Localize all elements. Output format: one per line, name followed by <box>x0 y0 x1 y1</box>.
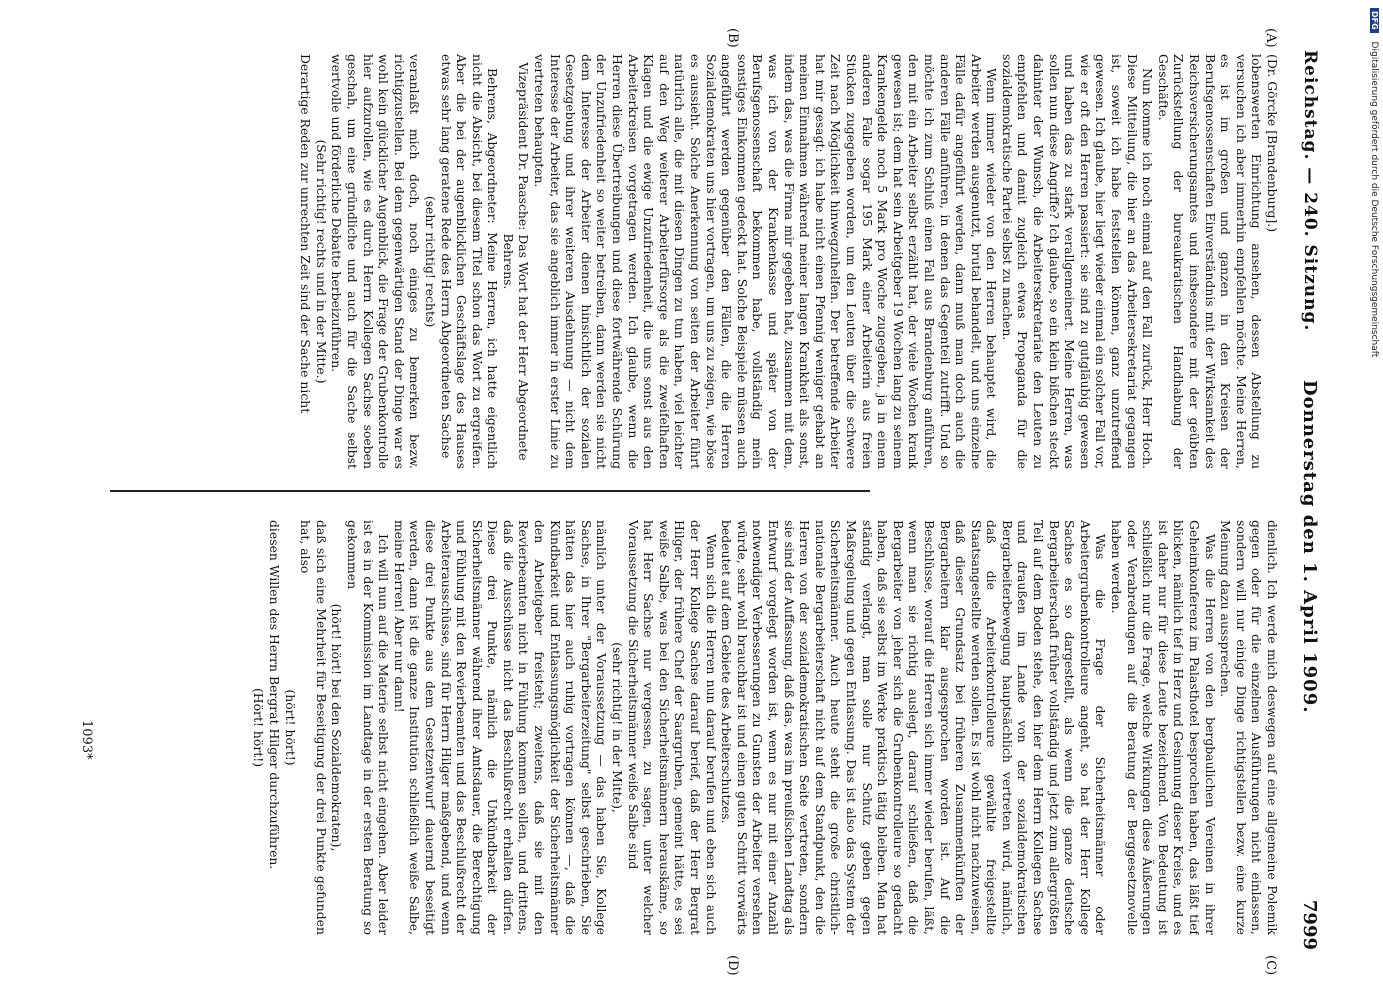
paragraph: Was die Herren von den bergbaulichen Vereinen in ihrer Geheimkonferenz im Palasthotel besprochen haben, das läßt tief blicken, nämlich tief in Herz und Gesinnung dieser Kreise, und es ist daher nur für diese Leute bezeichnend. Von Bedeutung ist schließlich nur die Frage, welche Wirkungen diese Äußerungen oder Verabredungen auf die Beratung der Berggesetznovelle haben werden. <box>1109 520 1218 935</box>
header-date: Donnerstag den 1. April 1909. <box>1299 380 1320 714</box>
speech-paragraph: Behrens, Abgeordneter: Meine Herren, ich hatte eigentlich nicht die Absicht, bei diesem Titel schon das Wort zu ergreifen. Aber die bei der augenblicklichen Geschäftslage des Hauses etwas sehr lang geratene Rede des Herrn Abgeordneten Sachse <box>438 54 501 469</box>
paragraph: diesen Willen des Herrn Bergrat Hilger durchzuführen. <box>267 520 282 870</box>
paragraph: Was die Frage der Sicherheitsmänner oder Arbeitergrubenkontrolleure angeht, so hat der Herr Kollege Sachse es so dargestellt, als wenn die ganze deutsche Bergarbeiterschaft früher vollständig und jetzt zum allergrößten Teil auf dem Boden stehe, den hier dem Herrn Kollegen Sachse und draußen im Lande von der sozialdemokratischen Bergarbeiterbewegung hauptsächlich vertreten wird, nämlich, daß die Arbeiterkontrolleure gewählte freigestellte Staatsangestellte werden sollen. Es ist wohl nicht nachzuweisen, daß dieser Grundsatz bei früheren Zusammenkünften der Bergarbeitern klar ausgesprochen worden ist. Auf die Beschlüsse, worauf die Herren sich immer wieder berufen, läßt, wenn man sie richtig auslegt, darauf schließen, daß die Bergarbeiter von jeher sich die Grubenkontrolleure so gedacht haben, daß sie selbst im Werke praktisch tätig bleiben. Man hat ständig verlangt, man solle nur Schutz geben gegen Maßregelung und gegen Entlassung. Das ist also das System der Sicherheitsmänner. Auch heute steht die große christlich-nationale Bergarbeiterschaft nicht auf dem Standpunkt, den die Herren von der sozialdemokratischen Seite vertreten, sondern sie sind der Auffassung, daß das, was im preußischen Landtag als Entwurf vorgelegt worden ist, wenn es nur mit einer Anzahl notwendiger Verbesserungen zu Gunsten der Arbeiter versehen würde, sehr wohl brauchbar ist und einen guten Schritt vorwärts bedeutet auf dem Gebiete des Arbeiterschutzes. <box>719 520 1109 935</box>
interjection: (sehr richtig! in der Mitte), <box>610 642 626 813</box>
margin-marker-c: (C) <box>1263 955 1278 976</box>
paragraph: lobenswerten Einrichtung ansehen, dessen Abstellung zu versuchen ich aber immerhin empfehlen möchte. Meine Herren, es ist im großen und ganzen in den Kreisen der Berufsgenossenschaften Einverständnis mit der Wirksamkeit des Reichsversicherungsamtes und insbesondere mit der geübten Zurückstellung der bureaukratischen Handhabung der Geschäfte. <box>1155 54 1265 469</box>
column-divider <box>110 490 870 492</box>
interjection: (Hört! hört!) <box>251 687 267 768</box>
scanned-page <box>60 20 1350 980</box>
dfg-side-note <box>1365 8 1379 988</box>
interjection: (hört! hört!) <box>282 689 298 766</box>
interjection: (hört! hört! bei den Sozialdemokraten), <box>329 603 345 852</box>
page-number: 7999 <box>1299 899 1320 950</box>
right-column <box>100 520 1280 935</box>
speech-paragraph: veranlaßt mich doch, noch einiges zu bemerken bezw. richtigzustellen. Bei dem gegenwärtigen Stand der Dinge war es wohl kein glücklicher Augenblick, die Frage der Grubenkontrolle hier aufzurollen, wie es durch Herrn Kollegen Sachse soeben geschah, um eine gründliche und auch für die Sache selbst wertvolle und förderliche Debatte herbeizuführen. <box>329 54 423 469</box>
dfg-logo: DFG <box>1370 8 1379 33</box>
paragraph: nämlich unter der Voraussetzung — das haben Sie, Kollege Sachse, in Ihrer "Bergarbeiterzeitung" selbst geschrieben, Sie hätten das hier auch ruhig vortragen können —, daß die Kündbarkeit und Entlassungsmöglichkeit der Sicherheitsmänner den Arbeitgeber freisteht; zweitens, daß sie mit den Revierbeamten nicht in Fühlung kommen sollen, und drittens, daß die Ausschüsse nicht das Beschlußrecht erhalten dürfen. Diese drei Punkte, nämlich die Unkündbarkeit der Sicherheitsmänner während ihrer Amtsdauer, die Berechtigung und Fühlung mit den Revierbeamten und das Beschlußrecht der Arbeiterausschüsse, sind für Herrn Hilger maßgebend, und wenn diese drei Punkte aus dem Gesetzentwurf dauernd beseitigt werden, dann ist die ganze Institution schließlich weiße Salbe, meine Herren! Aber nur dann! <box>391 520 610 935</box>
dfg-funding-text: Digitalisierung gefördert durch die Deutsche Forschungsgemeinschaft <box>1369 41 1379 358</box>
header-left: Reichstag. — 240. Sitzung. <box>1300 50 1320 332</box>
interjection: (sehr richtig! rechts) <box>422 195 438 328</box>
paragraph: Nun komme ich noch einmal auf den Fall zurück, Herr Hoch. Diese Mitteilung, die hier an das Arbeitersekretariat gegangen ist, soweit ich habe feststellen können, ganz unzutreffend gewesen. Ich glaube, hier liegt wieder einmal ein solcher Fall vor, wie er oft den Herren passiert: sie sind zu gutgläubig gewesen und haben das zu stark verallgemeinert. Meine Herren, was sollen nun diese Angriffe? Ich glaube, so ein klein bißchen steckt dahinter der Wunsch, die Arbeitersekretariate den Leuten zu empfehlen und damit zugleich etwas Propaganda für die sozialdemokratische Partei selbst zu machen. <box>999 54 1156 469</box>
paragraph: dienlich. Ich werde mich deswegen auf eine allgemeine Polemik gegen oder für die einzelnen Ausführungen nicht einlassen, sondern will nur einige Dinge richtigstellen bezw. eine kurze Meinung dazu aussprechen. <box>1218 520 1280 935</box>
vice-president-statement: Vizepräsident Dr. Paasche: Das Wort hat der Herr Abgeordnete Behrens. <box>500 62 532 461</box>
left-column <box>100 54 1280 469</box>
margin-marker-a: (A) <box>1263 28 1278 48</box>
paragraph: Wenn sich die Herren nun darauf berufen und eben sich auch der Herr Kollege Sachse darauf berief, daß der Herr Bergrat Hilger, der frühere Chef der Saargruben, gemeint hätte, es sei weiße Salbe, was bei den Sicherheitsmännern herauskäme, so hat Herr Sachse nur vergessen, zu sagen, unter welcher Voraussetzung die Sicherheitsmänner weiße Salbe sind <box>625 520 719 935</box>
speaker-reference: (Dr. Görcke [Brandenburg].) <box>1265 54 1280 233</box>
paragraph: Wenn immer wieder von den Herren behauptet wird, die Arbeiter werden ausgenutzt, brutal behandelt, und uns einzelne Fälle dafür angeführt werden, dann muß man doch auch die anderen Fälle anführen, in denen das Gegenteil zutrifft. Und so möchte ich zum Schluß einen Fall aus Brandenburg anführen, den mit ein Arbeiter selbst erzählt hat, der viele Wochen krank gewesen ist; dem hat sein Arbeitgeber 19 Wochen lang zu seinem Krankengelde noch 5 Mark pro Woche zugegeben, ja in einem anderen Falle sogar 195 Mark einer Arbeiterin aus freien Stücken zugegeben worden, um den Leuten über die schwere Zeit nach Möglichkeit hinwegzuhelfen. Der betreffende Arbeiter hat mir gesagt: ich habe nicht einen Pfennig weniger gehabt an meinen Einnahmen während meiner langen Krankheit als sonst, indem das, was die Firma mir gegeben hat, zusammen mit dem, was ich von der Krankenkasse und später von der Berufsgenossenschaft bekommen habe, vollständig mein sonstiges Einkommen gedeckt hat. Solche Beispiele müssen auch angeführt werden gegenüber den Fällen, die die Herren Sozialdemokraten uns hier vortragen, um uns zu zeigen, wie böse es aussieht. Solche Anerkennung von seiten der Arbeiter führt natürlich alle, die mit diesen Dingen zu tun haben, viel leichter auf den Weg weiterer Arbeiterfürsorge als die zweifelhaften Klagen und die ewige Unzufriedenheit, die uns sonst aus den Arbeiterkreisen vorgetragen werden. Ich glaube, wenn die Herren diese Übertreibungen und diese fortwährende Schürung der Unzufriedenheit so weiter betreiben, dann werden sie nicht dem Interesse der Arbeiter dienen hinsichtlich der sozialen Gesetzgebung und ihrer weiteren Ausdehnung — nicht dem Interesse der Arbeiter, das sie angeblich immer in erster Linie zu vertreten behaupten. <box>532 54 1000 469</box>
margin-marker-d: (D) <box>725 955 740 976</box>
page-footer-number: 1093* <box>79 720 94 760</box>
margin-marker-b: (B) <box>725 28 740 48</box>
page-header <box>1286 50 1326 950</box>
paragraph: Ich will nun auf die Materie selbst nicht eingehen. Aber leider ist es in der Kommission im Landtage in der ersten Beratung so gekommen <box>344 520 392 935</box>
paragraph: daß sich eine Mehrheit für Beseitigung der drei Punkte gefunden hat, also <box>298 520 329 935</box>
interjection: (Sehr richtig! rechts und in der Mitte.) <box>313 139 329 384</box>
speech-paragraph: Derartige Reden zur unrechten Zeit sind der Sache nicht <box>298 54 314 414</box>
